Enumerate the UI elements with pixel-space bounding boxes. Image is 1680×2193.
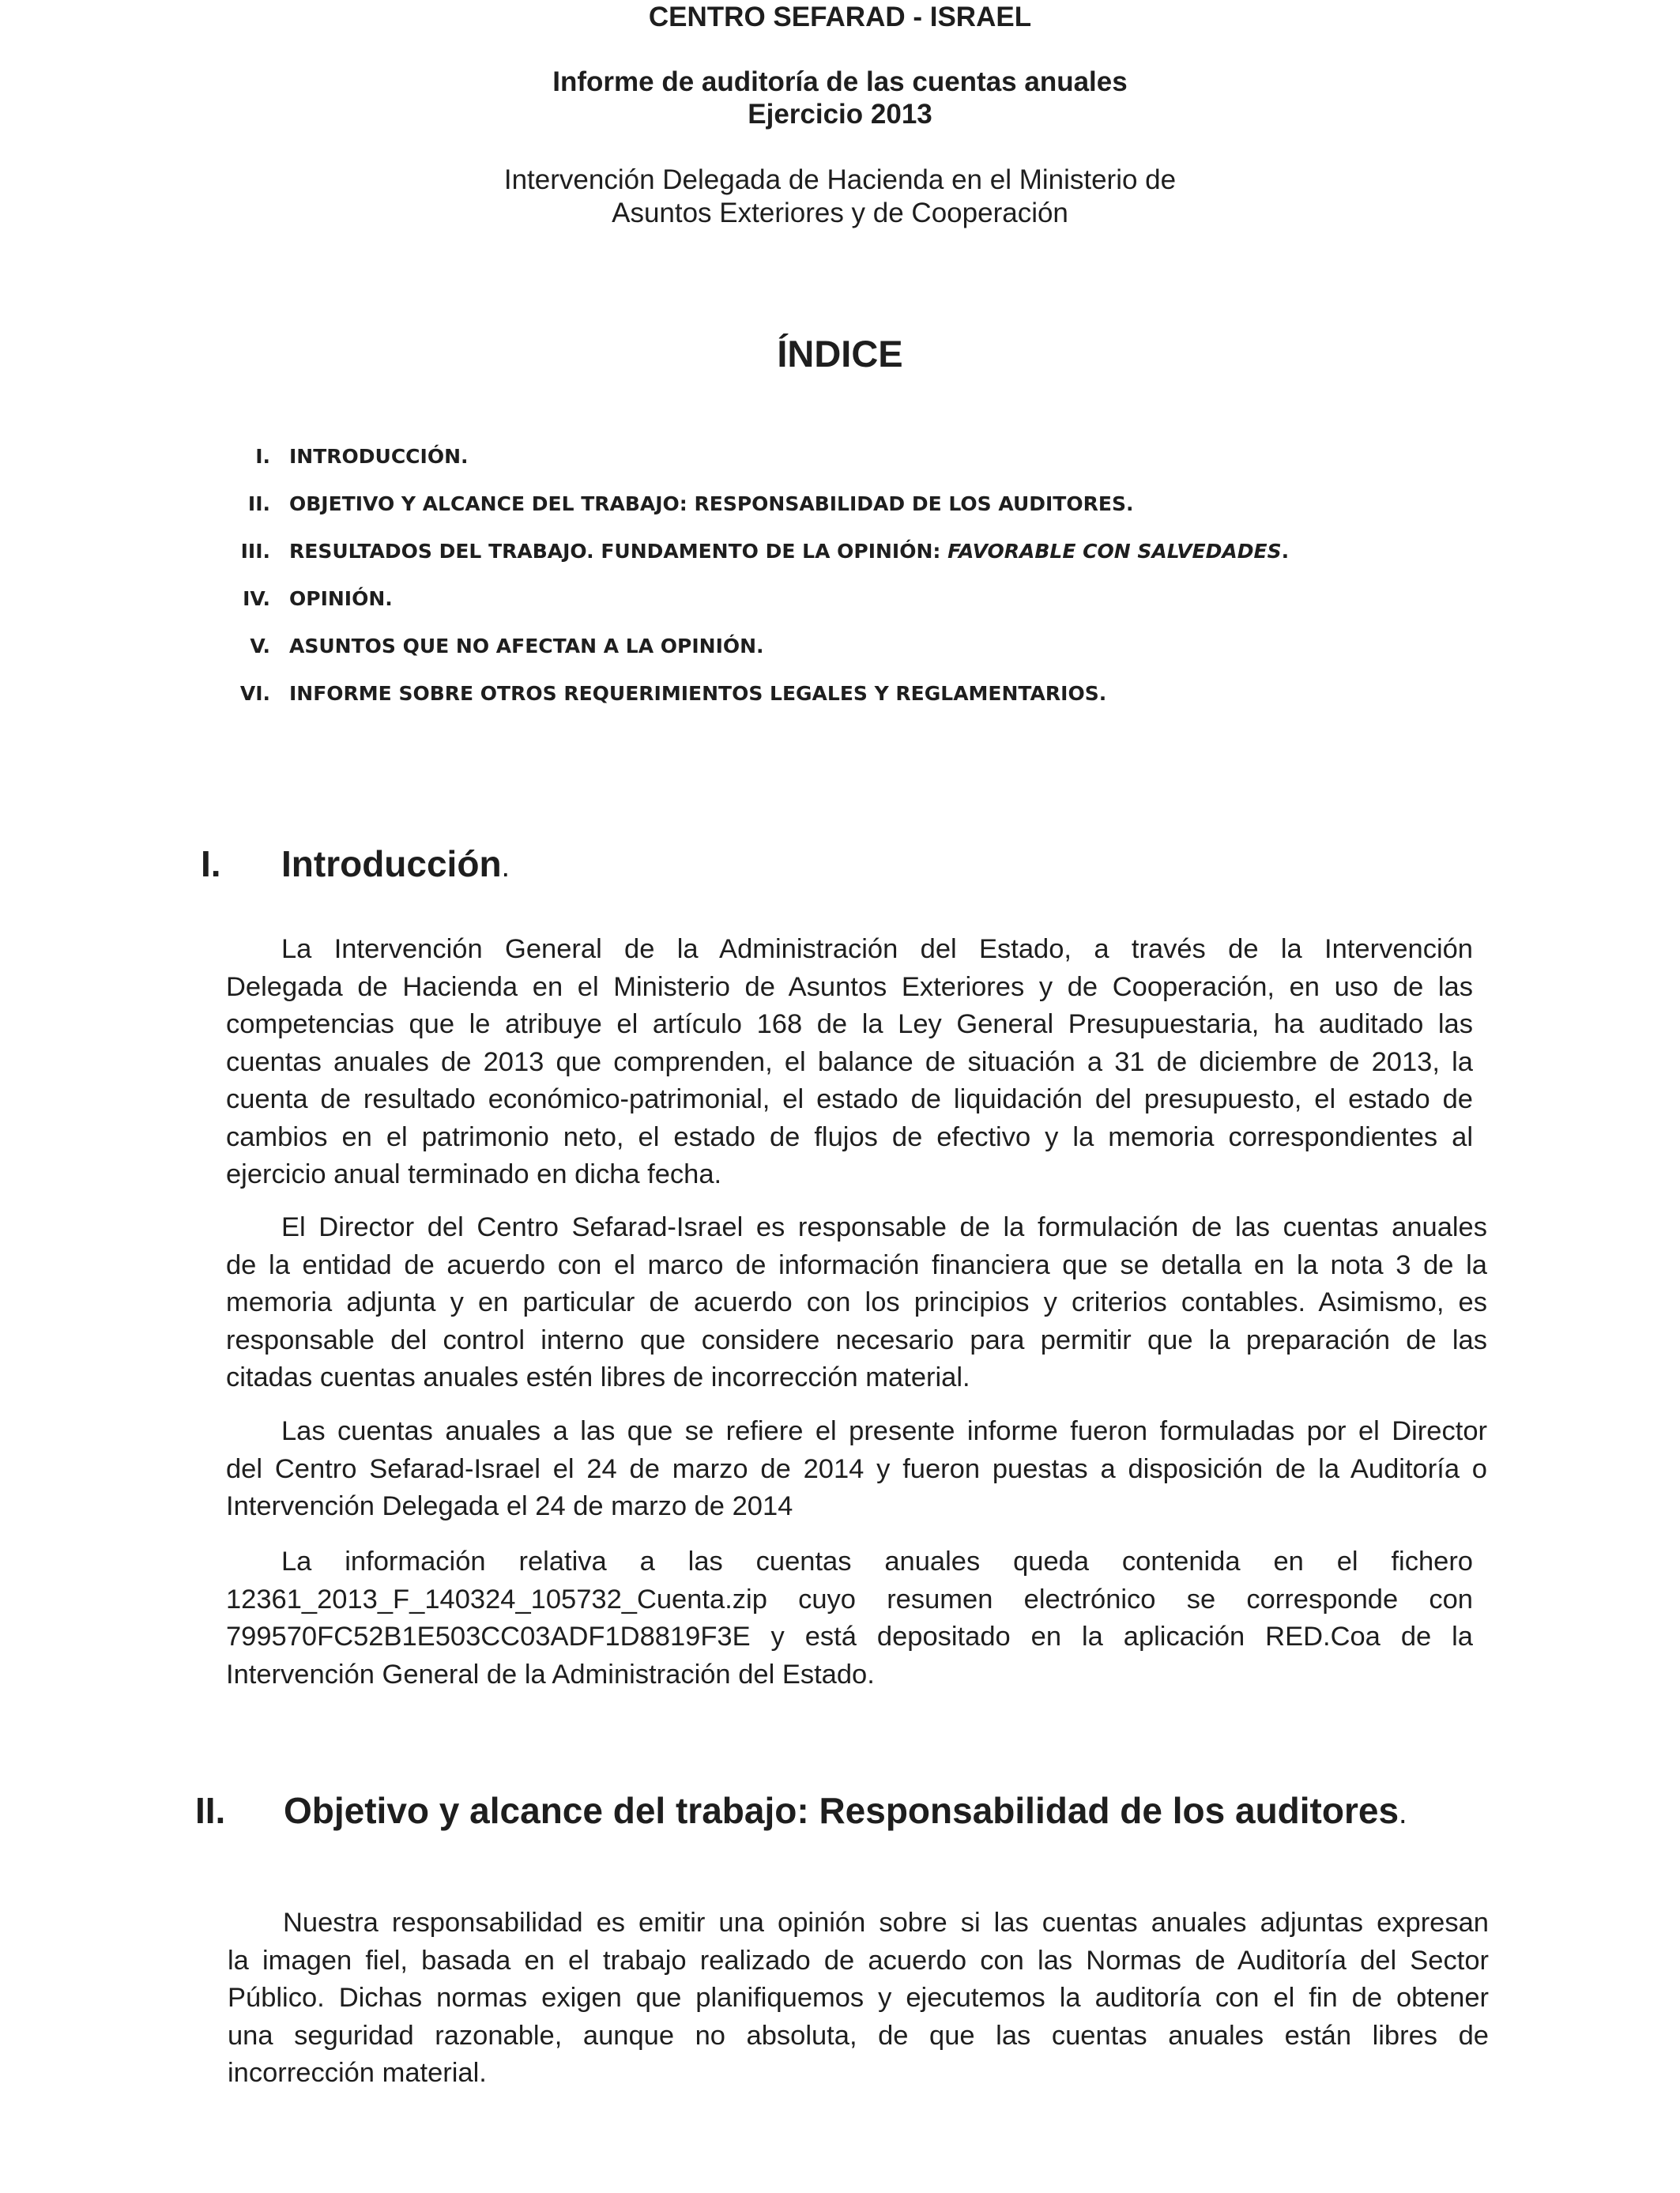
paragraph — [226, 1209, 1487, 1397]
toc-item-number: II. — [247, 492, 270, 515]
paragraph — [226, 931, 1473, 1194]
paragraph-line: memoria adjunta y en particular de acuerdo con los principios y criterios contables. Asimismo, es — [226, 1287, 1487, 1317]
toc-item-label: OBJETIVO Y ALCANCE DEL TRABAJO: RESPONSABILIDAD DE LOS AUDITORES. — [289, 492, 1134, 515]
paragraph-line: citadas cuentas anuales estén libres de incorrección material. — [226, 1362, 970, 1392]
toc-item-label: INTRODUCCIÓN. — [289, 445, 469, 468]
section-title: Introducción — [281, 843, 502, 884]
paragraph-line: 799570FC52B1E503CC03ADF1D8819F3E y está depositado en la aplicación RED.Coa de la — [226, 1622, 1473, 1652]
section-number: I. — [201, 843, 221, 884]
toc-item-label-italic: FAVORABLE CON SALVEDADES — [947, 540, 1282, 563]
paragraph-line: Nuestra responsabilidad es emitir una opinión sobre si las cuentas anuales adjuntas expresan — [283, 1908, 1489, 1938]
section-title-group — [281, 842, 510, 885]
toc-item-number: III. — [240, 540, 270, 563]
paragraph-line: de la entidad de acuerdo con el marco de información financiera que se detalla en la nota 3 de la — [226, 1249, 1487, 1280]
paragraph — [228, 1905, 1489, 2093]
section-title-end: . — [1399, 1797, 1407, 1830]
paragraph-line: competencias que le atribuye el artículo 168 de la Ley General Presupuestaria, ha auditado las — [226, 1009, 1473, 1039]
fiscal-year: Ejercicio 2013 — [748, 99, 932, 130]
agency-line-2: Asuntos Exteriores y de Cooperación — [612, 198, 1068, 228]
paragraph-line: cambios en el patrimonio neto, el estado de flujos de efectivo y la memoria correspondientes al — [226, 1121, 1473, 1152]
toc-item-label-group — [289, 540, 1289, 563]
paragraph-line: Intervención Delegada el 24 de marzo de 2014 — [226, 1491, 793, 1521]
toc-item-number: I. — [255, 445, 270, 468]
paragraph-line: Público. Dichas normas exigen que planifiquemos y ejecutemos la auditoría con el fin de obtener — [228, 1983, 1489, 2013]
paragraph-line: una seguridad razonable, aunque no absoluta, de que las cuentas anuales están libres de — [228, 2020, 1489, 2051]
section-title-end: . — [501, 850, 510, 884]
agency-line-1: Intervención Delegada de Hacienda en el Ministerio de — [503, 164, 1177, 195]
paragraph-line: la imagen fiel, basada en el trabajo realizado de acuerdo con las Normas de Auditoría del Sector — [228, 1945, 1489, 1976]
section-title-group — [284, 1789, 1407, 1832]
paragraph-line: responsable del control interno que considere necesario para permitir que la preparación de las — [226, 1324, 1487, 1355]
organization-title: CENTRO SEFARAD - ISRAEL — [648, 2, 1032, 32]
paragraph-line: ejercicio anual terminado en dicha fecha. — [226, 1159, 722, 1189]
paragraph-line: La Intervención General de la Administración del Estado, a través de la Intervención — [281, 934, 1473, 964]
toc-item-label-end: . — [1281, 540, 1290, 563]
toc-item-number: V. — [250, 635, 270, 658]
paragraph-line: Intervención General de la Administración del Estado. — [226, 1659, 875, 1690]
paragraph-line: 12361_2013_F_140324_105732_Cuenta.zip cuyo resumen electrónico se corresponde con — [226, 1584, 1473, 1615]
report-title: Informe de auditoría de las cuentas anuales — [552, 66, 1128, 97]
toc-item-label: ASUNTOS QUE NO AFECTAN A LA OPINIÓN. — [289, 635, 764, 658]
toc-item-label: RESULTADOS DEL TRABAJO. FUNDAMENTO DE LA OPINIÓN: — [289, 540, 948, 563]
paragraph — [226, 1543, 1473, 1694]
paragraph — [226, 1413, 1487, 1526]
paragraph-line: incorrección material. — [228, 2058, 487, 2088]
toc-item-number: IV. — [243, 587, 270, 610]
paragraph-line: cuenta de resultado económico-patrimonial, el estado de liquidación del presupuesto, el estado de — [226, 1084, 1473, 1114]
toc-item-label: OPINIÓN. — [289, 587, 393, 610]
section-number: II. — [195, 1790, 226, 1831]
paragraph-line: cuentas anuales de 2013 que comprenden, el balance de situación a 31 de diciembre de 2013, la — [226, 1046, 1473, 1077]
paragraph-line: La información relativa a las cuentas anuales queda contenida en el fichero — [281, 1547, 1473, 1577]
index-title: ÍNDICE — [777, 333, 903, 375]
toc-item-number: VI. — [239, 682, 270, 705]
paragraph-line: Las cuentas anuales a las que se refiere el presente informe fueron formuladas por el Director — [281, 1416, 1487, 1446]
section-title: Objetivo y alcance del trabajo: Responsabilidad de los auditores — [284, 1790, 1399, 1831]
paragraph-line: Delegada de Hacienda en el Ministerio de Asuntos Exteriores y de Cooperación, en uso de las — [226, 971, 1473, 1002]
toc-item-label: INFORME SOBRE OTROS REQUERIMIENTOS LEGALES Y REGLAMENTARIOS. — [289, 682, 1107, 705]
paragraph-line: del Centro Sefarad-Israel el 24 de marzo de 2014 y fueron puestas a disposición de la Auditoría o — [226, 1453, 1487, 1484]
paragraph-line: El Director del Centro Sefarad-Israel es responsable de la formulación de las cuentas anuales — [281, 1212, 1487, 1242]
